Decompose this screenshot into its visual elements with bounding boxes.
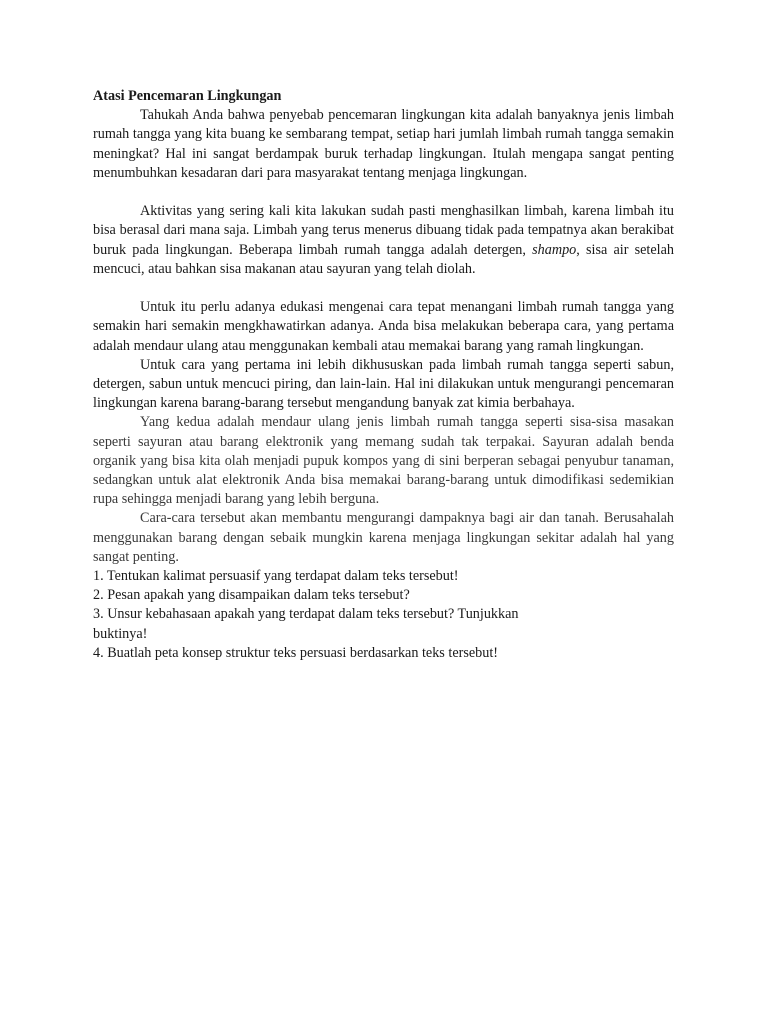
question-item: 1. Tentukan kalimat persuasif yang terdapat dalam teks tersebut! xyxy=(93,568,459,585)
document-title: Atasi Pencemaran Lingkungan xyxy=(93,88,282,104)
paragraph-activity-italic-term: shampo xyxy=(532,241,577,258)
paragraph-activity xyxy=(93,202,674,279)
paragraph-first-method: Untuk cara yang pertama ini lebih dikhususkan pada limbah rumah tangga seperti sabun, detergen, sabun untuk mencuci piring, dan lain-lain. Hal ini dilakukan untuk mengurangi pencemaran lingkungan karena barang-barang tersebut mengandung banyak zat kimia berbahaya. xyxy=(93,356,674,412)
question-item: 2. Pesan apakah yang disampaikan dalam teks tersebut? xyxy=(93,587,410,604)
question-item: 4. Buatlah peta konsep struktur teks persuasi berdasarkan teks tersebut! xyxy=(93,644,499,661)
paragraph-education: Untuk itu perlu adanya edukasi mengenai cara tepat menangani limbah rumah tangga yang semakin hari semakin mengkhawatirkan adanya. Anda bisa melakukan beberapa cara, yang pertama adalah mendaur ulang atau menggunakan kembali atau memakai barang yang ramah lingkungan. xyxy=(93,299,674,354)
paragraph-activity-text-before: Aktivitas yang sering kali kita lakukan sudah pasti menghasilkan limbah, karena limbah itu bisa berasal dari mana saja. Limbah yang terus menerus dibuang tidak pada tempatnya akan berakibat buruk pada lingkungan. Beberapa limbah rumah tangga adalah detergen, xyxy=(93,203,674,258)
paragraph-second-method: Yang kedua adalah mendaur ulang jenis limbah rumah tangga seperti sisa-sisa masakan seperti sayuran atau barang elektronik yang memang sudah tak terpakai. Sayuran adalah benda organik yang bisa kita olah menjadi pupuk kompos yang di sini berperan sebagai penyubur tanaman, sedangkan untuk alat elektronik Anda bisa memakai barang-barang untuk dimodifikasi sedemikian rupa sehingga menjadi barang yang lebih berguna. xyxy=(93,414,674,508)
document-body xyxy=(93,87,674,663)
question-item: 3. Unsur kebahasaan apakah yang terdapat dalam teks tersebut? Tunjukkan buktinya! xyxy=(93,606,519,642)
paragraph-activity-text-after: , sisa air setelah mencuci, atau bahkan sisa makanan atau sayuran yang telah diolah. xyxy=(93,241,674,277)
paragraph-conclusion: Cara-cara tersebut akan membantu mengurangi dampaknya bagi air dan tanah. Berusahalah menggunakan barang dengan sebaik mungkin karena menjaga lingkungan sekitar adalah hal yang sangat penting. xyxy=(93,510,674,565)
paragraph-intro: Tahukah Anda bahwa penyebab pencemaran lingkungan kita adalah banyaknya jenis limbah rumah tangga yang kita buang ke sembarang tempat, setiap hari jumlah limbah rumah tangga semakin meningkat? Hal ini sangat berdampak buruk terhadap lingkungan. Itulah mengapa sangat penting menumbuhkan kesadaran dari para masyarakat tentang menjaga lingkungan. xyxy=(93,107,674,181)
